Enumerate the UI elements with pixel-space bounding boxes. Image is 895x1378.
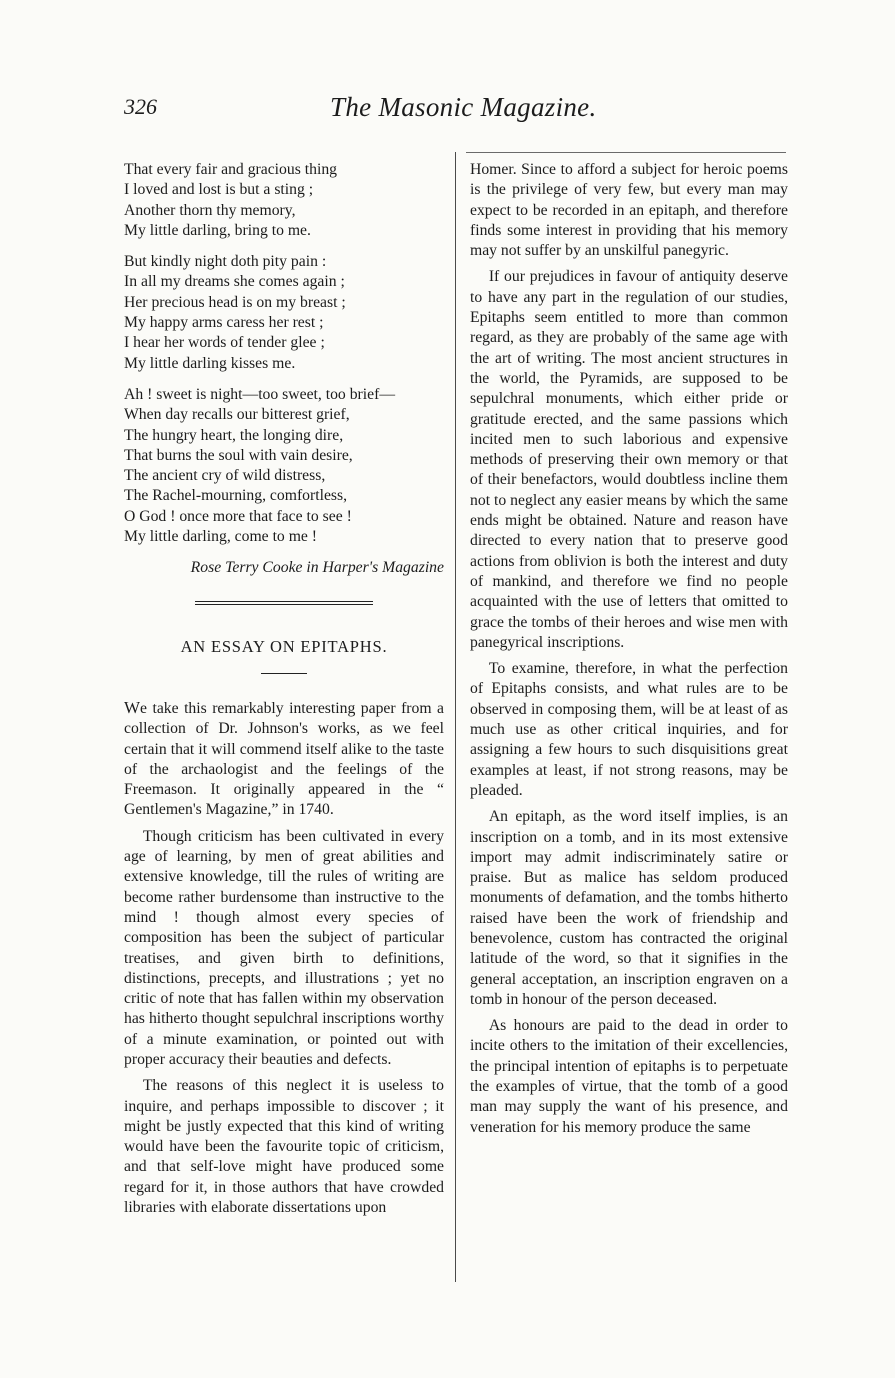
poem-line: O God ! once more that face to see ! [124, 507, 352, 525]
top-rule [466, 152, 786, 153]
poem-line: But kindly night doth pity pain : [124, 253, 327, 271]
essay-paragraph: An epitaph, as the word itself implies, is an inscription on a tomb, and in its most extensive import may admit indiscriminately satire or praise. But as malice has seldom produced monuments of defamation, and the tombs hitherto raised have been the work of friendship and benevolence, custom has contracted the original latitude of the word, so that it signifies in the general acceptation, an inscription engraven on a tomb in honour of the person deceased. [470, 808, 788, 1008]
poem-line: My little darling, come to me ! [124, 528, 317, 546]
running-head: The Masonic Magazine. [330, 92, 597, 122]
right-column [470, 160, 788, 1144]
poem-line: Another thorn thy memory, [124, 201, 296, 219]
poem-line: My little darling, bring to me. [124, 221, 311, 239]
poem-line: My happy arms caress her rest ; [124, 314, 324, 332]
poem-line: My little darling kisses me. [124, 354, 296, 372]
essay-paragraph: The reasons of this neglect it is useless to inquire, and perhaps impossible to discover ; it might be justly expected that this kind of writing would have been the favourite topic of criticism, and that self-love might have produced some regard for it, in those authors that have crowded libraries with elaborate dissertations upon [124, 1077, 444, 1217]
poem-line: I hear her words of tender glee ; [124, 334, 325, 352]
poem [124, 160, 444, 579]
page-number: 326 [124, 94, 157, 119]
essay-paragraph: We take this remarkably interesting paper from a collection of Dr. Johnson's works, as we feel certain that it will commend itself alike to the taste of the archaologist and the feelings of the Freemason. It originally appeared in the “ Gentlemen's Magazine,” in 1740. [124, 697, 444, 819]
essay-title: AN ESSAY ON EPITAPHS. [180, 636, 388, 656]
essay-paragraph: If our prejudices in favour of antiquity deserve to have any part in the regulation of our studies, Epitaphs seem entitled to more than common regard, as they are probably of the same age with the art of writing. The most ancient structures in the world, the Pyramids, are supposed to be sepulchral monuments, which either pride or gratitude erected, and the same passions which incited men to such laborious and expensive methods of preserving their own memory or that of their benefactors, would doubtless incline them not to neglect any easier means by which the same ends might be obtained. Nature and reason have directed to every nation that to preserve good actions from oblivion is both the interest and duty of mankind, and therefore we find no people acquainted with the use of letters that omitted to grace the tombs of their heroes and wise men with panegyrical inscriptions. [470, 268, 788, 651]
poem-stanza [124, 252, 444, 374]
poem-line: That every fair and gracious thing [124, 161, 338, 178]
poem-line: I loved and lost is but a sting ; [124, 181, 314, 199]
poem-line: The hungry heart, the longing dire, [124, 426, 344, 444]
poem-stanza [124, 385, 444, 547]
poem-line: When day recalls our bitterest grief, [124, 406, 350, 424]
section-double-rule [195, 601, 373, 607]
essay-paragraph: Though criticism has been cultivated in every age of learning, by men of great abilities and extensive knowledge, till the rules of writing are become rather burdensome than instructive to the mind ! though almost every species of composition has been the subject of particular treatises, and given birth to definitions, distinctions, precepts, and illustrations ; yet no critic of note that has fallen within my observation has hitherto thought sepulchral inscriptions worthy of a minute examination, or pointed out with proper accuracy their beauties and defects. [124, 827, 444, 1068]
poem-stanza [124, 160, 444, 241]
poem-line: The ancient cry of wild distress, [124, 467, 326, 485]
poem-line: In all my dreams she comes again ; [124, 273, 345, 291]
poem-line: That burns the soul with vain desire, [124, 446, 353, 464]
title-rule [261, 673, 307, 674]
poem-line: Her precious head is on my breast ; [124, 293, 346, 311]
poem-attribution: Rose Terry Cooke in Harper's Magazine [190, 559, 444, 577]
essay-paragraph-continued: Homer. Since to afford a subject for heroic poems is the privilege of very few, but every man may expect to be recorded in an epitaph, and therefore finds some interest in providing that his memory may not suffer by an unskilful panegyric. [470, 161, 788, 260]
left-column [124, 160, 444, 1224]
poem-line: Ah ! sweet is night—too sweet, too brief— [124, 385, 396, 403]
column-divider [455, 152, 456, 1282]
poem-line: The Rachel-mourning, comfortless, [124, 487, 348, 505]
essay-paragraph: To examine, therefore, in what the perfection of Epitaphs consists, and what rules are to be observed in composing them, will be at least of as much use as other critical inquiries, and for assigning a few hours to such disquisitions great examples at least, if not strong reasons, may be pleaded. [470, 660, 788, 799]
essay-paragraph: As honours are paid to the dead in order to incite others to the imitation of their excellencies, the principal intention of epitaphs is to perpetuate the examples of virtue, that the tomb of a good man may supply the want of his presence, and veneration for his memory produce the same [470, 1017, 788, 1136]
